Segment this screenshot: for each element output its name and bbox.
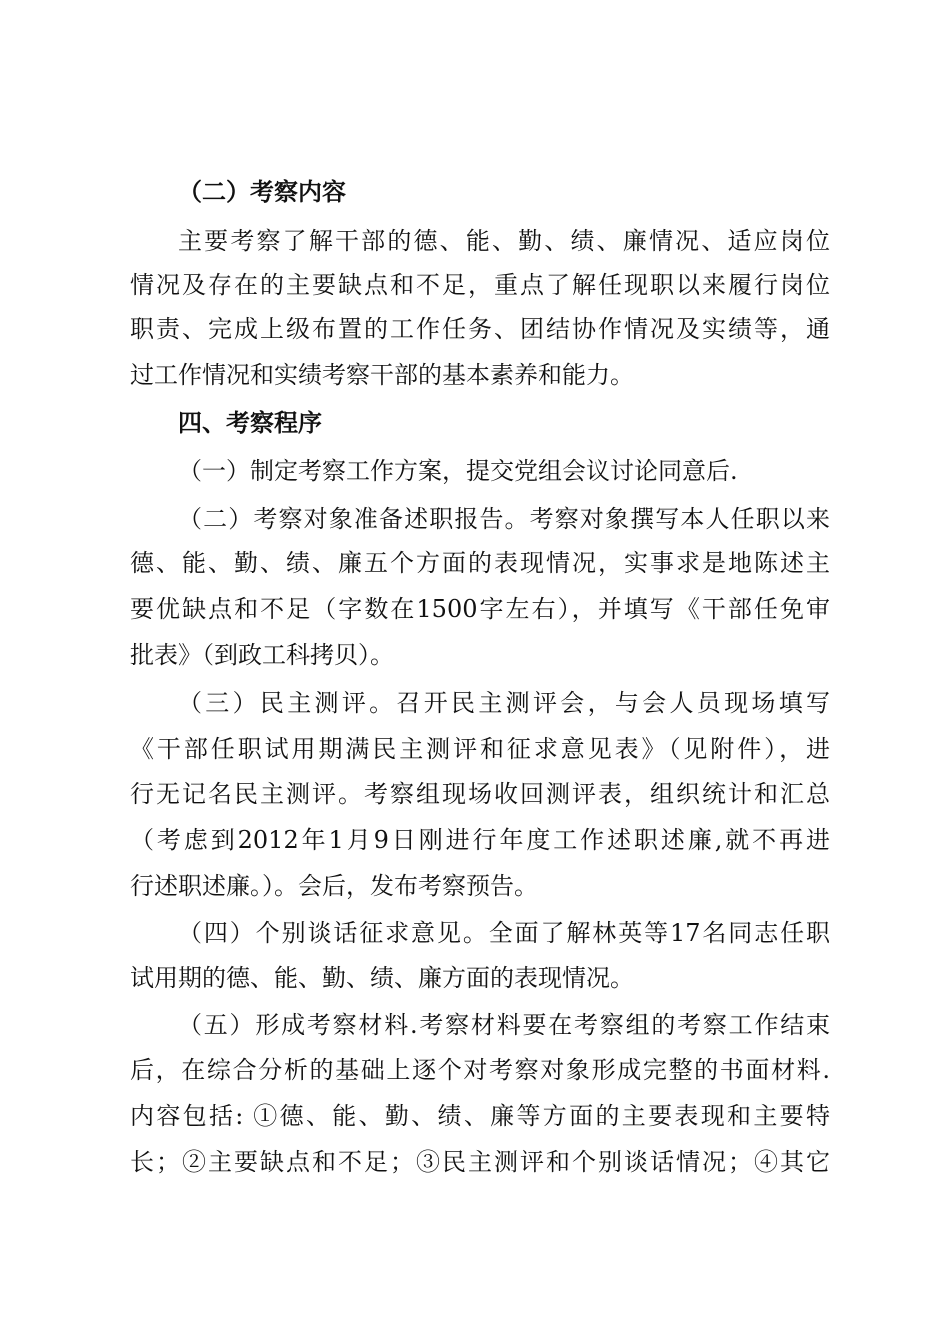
paragraph-line: 德、能、勤、绩、廉五个方面的表现情况，实事求是地陈述主 <box>130 549 830 577</box>
paragraph-line: 长；②主要缺点和不足；③民主测评和个别谈话情况；④其它 <box>130 1148 830 1176</box>
paragraph-line: （五）形成考察材料.考察材料要在考察组的考察工作结束 <box>178 1011 830 1039</box>
paragraph-line: 情况及存在的主要缺点和不足，重点了解任现职以来履行岗位 <box>130 271 830 299</box>
paragraph-line: 过工作情况和实绩考察干部的基本素养和能力。 <box>130 361 634 389</box>
paragraph-line: 批表》（到政工科拷贝）。 <box>130 641 394 669</box>
part-four-heading: 四、考察程序 <box>178 409 322 437</box>
paragraph-line: （二）考察对象准备述职报告。考察对象撰写本人任职以来 <box>178 505 830 533</box>
paragraph-line: 要优缺点和不足（字数在1500字左右），并填写《干部任免审 <box>130 595 830 623</box>
paragraph-line: 内容包括: ①德、能、勤、绩、廉等方面的主要表现和主要特 <box>130 1102 830 1130</box>
paragraph-line: （四）个别谈话征求意见。全面了解林英等17名同志任职 <box>178 919 830 947</box>
paragraph-line: 试用期的德、能、勤、绩、廉方面的表现情况。 <box>130 964 634 992</box>
section-two-heading: （二）考察内容 <box>178 178 346 206</box>
paragraph-line: 行述职述廉。）。会后，发布考察预告。 <box>130 872 538 900</box>
paragraph-line: （考虑到2012年1月9日刚进行年度工作述职述廉,就不再进 <box>130 826 830 854</box>
paragraph-line: 职责、完成上级布置的工作任务、团结协作情况及实绩等，通 <box>130 315 830 343</box>
paragraph-line: （一）制定考察工作方案，提交党组会议讨论同意后. <box>178 457 738 485</box>
paragraph-line: 后，在综合分析的基础上逐个对考察对象形成完整的书面材料. <box>130 1056 830 1084</box>
paragraph-line: （三）民主测评。召开民主测评会，与会人员现场填写 <box>178 689 830 717</box>
paragraph-line: 行无记名民主测评。考察组现场收回测评表，组织统计和汇总 <box>130 780 830 808</box>
paragraph-line: 主要考察了解干部的德、能、勤、绩、廉情况、适应岗位 <box>178 227 830 255</box>
paragraph-line: 《干部任职试用期满民主测评和征求意见表》（见附件），进 <box>130 735 830 763</box>
